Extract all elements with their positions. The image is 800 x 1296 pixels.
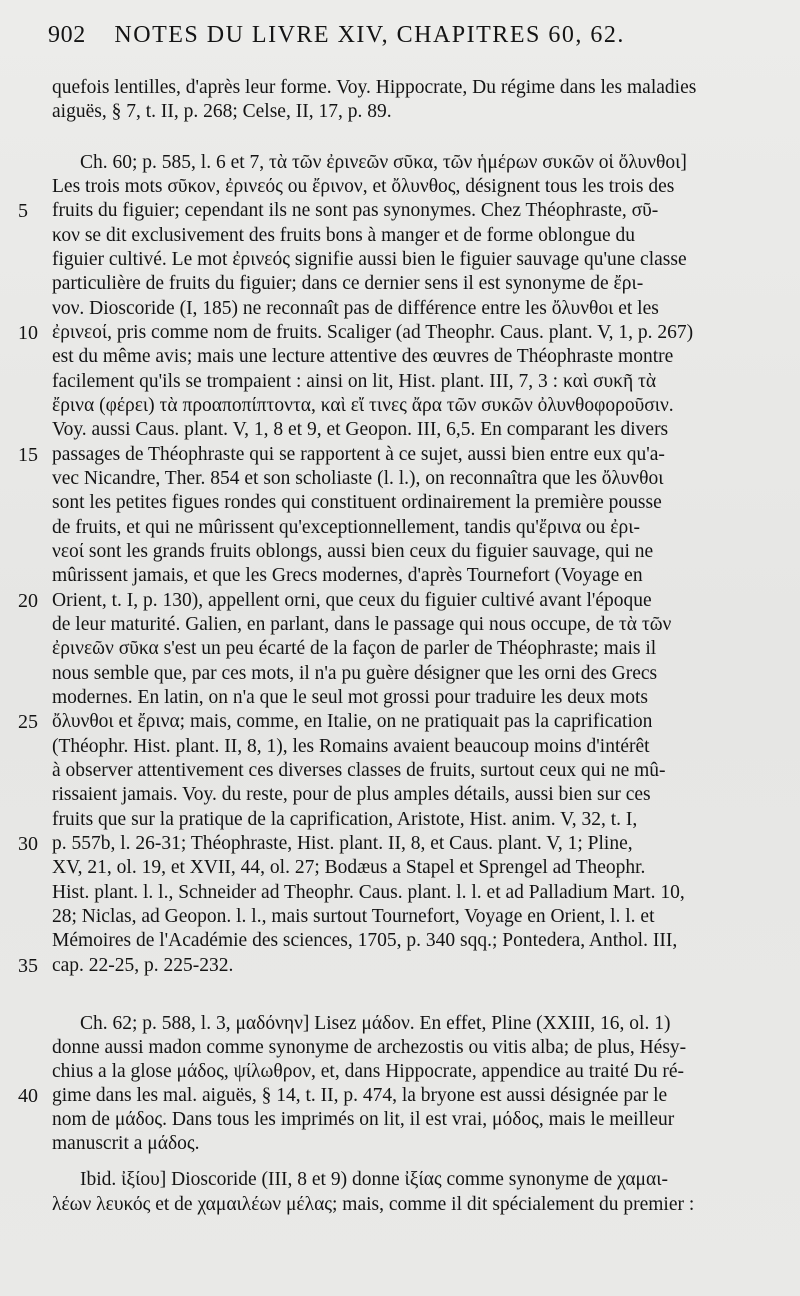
note-heading-ch60: Ch. 60; p. 585, l. 6 et 7, τὰ τῶν ἐρινεῶν σῦκα, τῶν ἡμέρων συκῶν οἱ ὄλυνθοι]: [80, 152, 687, 173]
text-line: νον. Dioscoride (I, 185) ne reconnaît pas de différence entre les ὄλυνθοι et les: [52, 298, 659, 319]
text-line: gime dans les mal. aiguës, § 14, t. II, p. 474, la bryone est aussi désignée par le: [52, 1085, 668, 1106]
text-line: Voy. aussi Caus. plant. V, 1, 8 et 9, et Geopon. III, 6,5. En comparant les divers: [52, 419, 669, 440]
text-line: figuier cultivé. Le mot ἐρινεός signifie aussi bien le figuier sauvage qu'une classe: [52, 249, 687, 270]
running-title: NOTES DU LIVRE XIV, CHAPITRES 60, 62.: [114, 22, 625, 48]
text-line: fruits du figuier; cependant ils ne sont pas synonymes. Chez Théophraste, σῦ-: [52, 200, 659, 221]
text-line: νεοί sont les grands fruits oblongs, aussi bien ceux du figuier sauvage, qui ne: [52, 541, 654, 562]
text-line: manuscrit a μάδος.: [52, 1133, 200, 1154]
line-number: 15: [18, 444, 38, 466]
text-line: modernes. En latin, on n'a que le seul mot grossi pour traduire les deux mots: [52, 687, 648, 708]
text-line: cap. 22-25, p. 225-232.: [52, 955, 234, 976]
text-line: passages de Théophraste qui se rapportent à ce sujet, aussi bien entre eux qu'a-: [52, 444, 665, 465]
line-number: 25: [18, 711, 38, 733]
text-line: nous semble que, par ces mots, il n'a pu guère désigner que les orni des Grecs: [52, 663, 658, 684]
text-line: Hist. plant. l. l., Schneider ad Theophr. Caus. plant. l. l. et ad Palladium Mart. 10,: [52, 882, 685, 903]
note-heading-ch62: Ch. 62; p. 588, l. 3, μαδόνην] Lisez μάδον. En effet, Pline (XXIII, 16, ol. 1): [80, 1013, 671, 1034]
text-line: est du même avis; mais une lecture attentive des œuvres de Théophraste montre: [52, 346, 674, 367]
text-line: ἐρινεῶν σῦκα s'est un peu écarté de la façon de parler de Théophraste; mais il: [52, 638, 657, 659]
text-line: de leur maturité. Galien, en parlant, dans le passage qui nous occupe, de τὰ τῶν: [52, 614, 672, 635]
line-number: 10: [18, 322, 38, 344]
text-line: de fruits, et qui ne mûrissent qu'exceptionnellement, tandis qu'ἔρινα ou ἐρι-: [52, 517, 640, 538]
text-line: κον se dit exclusivement des fruits bons à manger et de forme oblongue du: [52, 225, 636, 246]
text-line: p. 557b, l. 26-31; Théophraste, Hist. plant. II, 8, et Caus. plant. V, 1; Pline,: [52, 833, 633, 854]
text-line: donne aussi madon comme synonyme de archezostis ou vitis alba; de plus, Hésy-: [52, 1037, 687, 1058]
text-line: fruits que sur la pratique de la caprification, Aristote, Hist. anim. V, 32, t. I,: [52, 809, 638, 830]
text-line: facilement qu'ils se trompaient : ainsi on lit, Hist. plant. III, 7, 3 : καὶ συκῆ τὰ: [52, 371, 657, 392]
text-line: XV, 21, ol. 19, et XVII, 44, ol. 27; Bodæus a Stapel et Sprengel ad Theophr.: [52, 857, 646, 878]
text-line: Mémoires de l'Académie des sciences, 1705, p. 340 sqq.; Pontedera, Anthol. III,: [52, 930, 678, 951]
line-number: 5: [18, 200, 28, 222]
text-line: particulière de fruits du figuier; dans ce dernier sens il est synonyme de ἔρι-: [52, 273, 644, 294]
text-line: mûrissent jamais, et que les Grecs modernes, d'après Tournefort (Voyage en: [52, 565, 643, 586]
text-line: nom de μάδος. Dans tous les imprimés on lit, il est vrai, μόδος, mais le meilleur: [52, 1109, 675, 1130]
text-line: (Théophr. Hist. plant. II, 8, 1), les Romains avaient beaucoup moins d'intérêt: [52, 736, 650, 757]
line-number: 20: [18, 590, 38, 612]
text-line: λέων λευκός et de χαμαιλέων μέλας; mais, comme il dit spécialement du premier :: [52, 1194, 695, 1215]
text-line: ἔρινα (φέρει) τὰ προαποπίπτοντα, καὶ εἴ τινες ἄρα τῶν συκῶν ὀλυνθοφοροῦσιν.: [52, 395, 674, 416]
text-line: quefois lentilles, d'après leur forme. Voy. Hippocrate, Du régime dans les maladies: [52, 77, 697, 98]
text-line: à observer attentivement ces diverses classes de fruits, surtout ceux qui ne mû-: [52, 760, 666, 781]
text-line: Les trois mots σῦκον, ἐρινεός ou ἔρινον, et ὄλυνθος, désignent tous les trois des: [52, 176, 675, 197]
text-line: ἐρινεοί, pris comme nom de fruits. Scaliger (ad Theophr. Caus. plant. V, 1, p. 267): [52, 322, 694, 343]
line-number: 30: [18, 833, 38, 855]
text-line: ὄλυνθοι et ἔρινα; mais, comme, en Italie, on ne pratiquait pas la caprification: [52, 711, 653, 732]
line-number: 40: [18, 1085, 38, 1107]
text-line: chius a la glose μάδος, ψίλωθρον, et, dans Hippocrate, appendice au traité Du ré-: [52, 1061, 685, 1082]
page-number: 902: [48, 22, 86, 48]
text-line: aiguës, § 7, t. II, p. 268; Celse, II, 17, p. 89.: [52, 101, 392, 122]
text-line: sont les petites figues rondes qui constituent ordinairement la première pousse: [52, 492, 662, 513]
note-heading-ibid: Ibid. ἰξίου] Dioscoride (III, 8 et 9) donne ἰξίας comme synonyme de χαμαι-: [80, 1169, 668, 1190]
text-line: vec Nicandre, Ther. 854 et son scholiaste (l. l.), on reconnaîtra que les ὄλυνθοι: [52, 468, 664, 489]
text-line: Orient, t. I, p. 130), appellent orni, que ceux du figuier cultivé avant l'époque: [52, 590, 652, 611]
text-line: 28; Niclas, ad Geopon. l. l., mais surtout Tournefort, Voyage en Orient, l. l. et: [52, 906, 655, 927]
text-line: rissaient jamais. Voy. du reste, pour de plus amples détails, aussi bien sur ces: [52, 784, 651, 805]
line-number: 35: [18, 955, 38, 977]
